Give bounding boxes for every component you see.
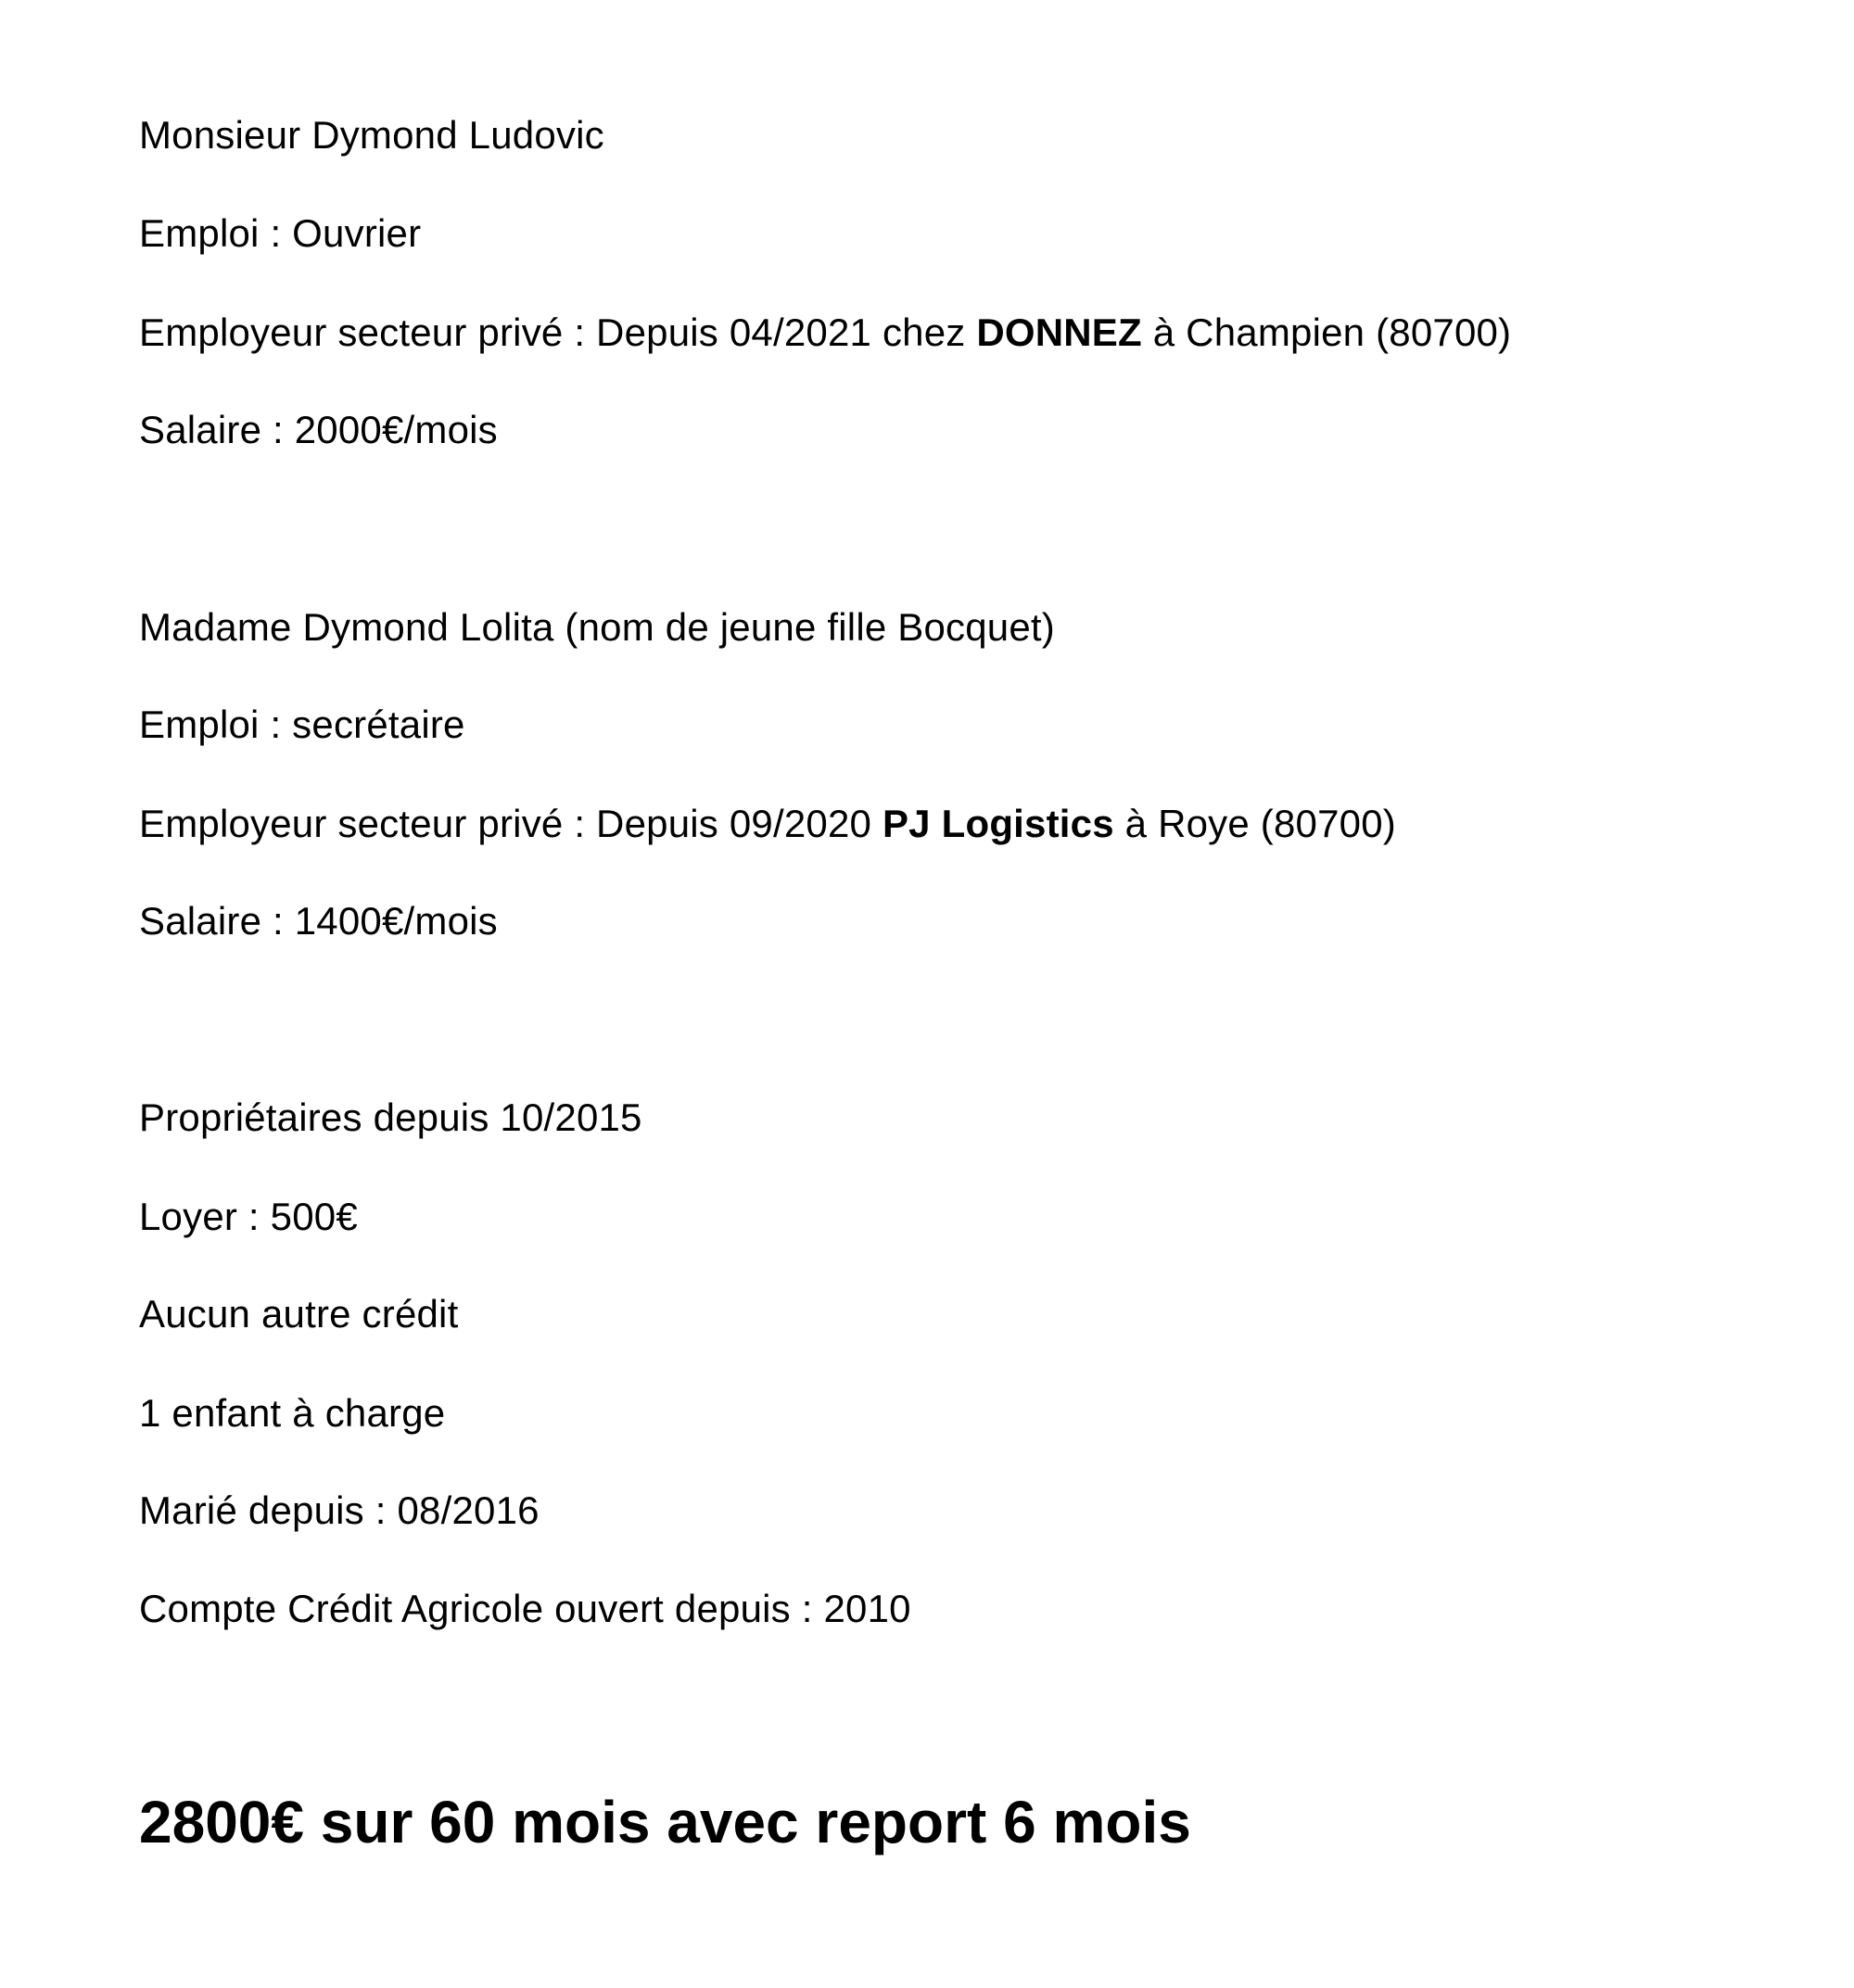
loan-request-headline: 2800€ sur 60 mois avec report 6 mois bbox=[139, 1789, 1191, 1855]
husband-name: Monsieur Dymond Ludovic bbox=[139, 113, 604, 157]
rent-line: Loyer : 500€ bbox=[139, 1195, 358, 1238]
husband-employer-name: DONNEZ bbox=[976, 310, 1142, 354]
wife-job: Emploi : secrétaire bbox=[139, 703, 465, 746]
husband-salary: Salaire : 2000€/mois bbox=[139, 408, 498, 451]
children-line: 1 enfant à charge bbox=[139, 1391, 446, 1435]
wife-employer-suffix: à Roye (80700) bbox=[1113, 802, 1396, 845]
wife-employer bbox=[139, 800, 1396, 848]
married-line: Marié depuis : 08/2016 bbox=[139, 1488, 540, 1532]
wife-name: Madame Dymond Lolita (nom de jeune fille Bocquet) bbox=[139, 605, 1055, 649]
account-line: Compte Crédit Agricole ouvert depuis : 2010 bbox=[139, 1587, 911, 1630]
husband-employer-prefix: Employeur secteur privé : Depuis 04/2021 chez bbox=[139, 310, 977, 354]
husband-employer-suffix: à Champien (80700) bbox=[1141, 310, 1512, 354]
husband-employer bbox=[139, 309, 1511, 357]
credit-line: Aucun autre crédit bbox=[139, 1292, 459, 1336]
ownership-line: Propriétaires depuis 10/2015 bbox=[139, 1095, 642, 1139]
wife-salary: Salaire : 1400€/mois bbox=[139, 899, 498, 943]
wife-employer-prefix: Employeur secteur privé : Depuis 09/2020 bbox=[139, 802, 883, 845]
wife-employer-name: PJ Logistics bbox=[882, 802, 1114, 845]
husband-job: Emploi : Ouvrier bbox=[139, 211, 422, 255]
